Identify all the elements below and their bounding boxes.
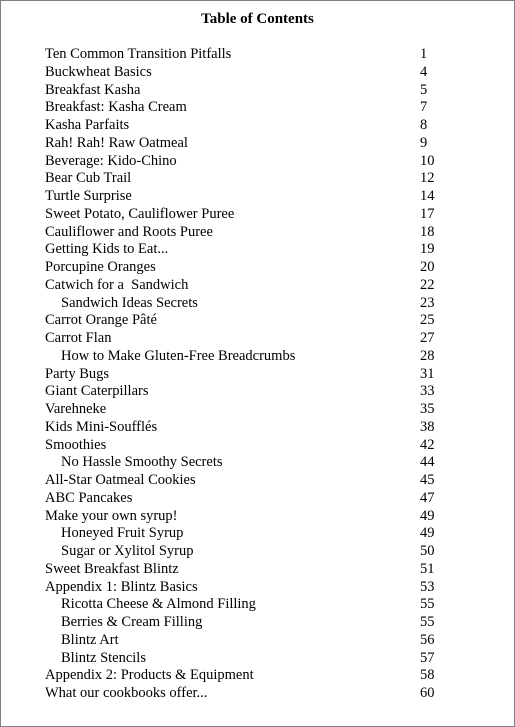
toc-entry <box>45 224 445 242</box>
toc-entry <box>45 64 445 82</box>
toc-entry <box>45 348 445 366</box>
toc-entry-title: Beverage: Kido-Chino <box>45 152 177 169</box>
toc-entry-title: ABC Pancakes <box>45 489 133 506</box>
toc-entry <box>45 241 445 259</box>
toc-entry-title: Porcupine Oranges <box>45 259 156 275</box>
toc-entry-page-number: 7 <box>420 99 428 116</box>
toc-entry-page-number: 45 <box>420 472 435 488</box>
toc-entry-title: Cauliflower and Roots Puree <box>45 223 213 240</box>
toc-entry-page-number: 47 <box>420 489 435 506</box>
toc-entry-page-number: 31 <box>420 365 435 382</box>
toc-entry <box>45 117 445 135</box>
toc-entry-title: Carrot Flan <box>45 330 112 346</box>
toc-entry-page-number: 18 <box>420 223 435 240</box>
toc-entry <box>45 596 445 614</box>
toc-entry-title: Rah! Rah! Raw Oatmeal <box>45 134 188 151</box>
toc-entry-page-number: 53 <box>420 578 435 595</box>
toc-entry-title: Varehneke <box>45 401 107 417</box>
toc-entry <box>45 401 445 419</box>
toc-entry-page-number: 55 <box>420 596 435 613</box>
toc-entry-title: No Hassle Smoothy Secrets <box>61 454 223 471</box>
toc-entry-title: How to Make Gluten-Free Breadcrumbs <box>61 347 296 364</box>
toc-entry-title: Breakfast: Kasha Cream <box>45 99 187 116</box>
toc-entry-page-number: 44 <box>420 454 435 471</box>
toc-entry <box>45 312 445 330</box>
toc-entry-title: What our cookbooks offer... <box>45 685 208 701</box>
toc-entry-page-number: 60 <box>420 685 435 701</box>
page-title: Table of Contents <box>201 11 314 27</box>
toc-entry <box>45 543 445 561</box>
toc-entry-title: All-Star Oatmeal Cookies <box>45 472 196 488</box>
toc-entry-title: Buckwheat Basics <box>45 63 152 80</box>
toc-entry <box>45 188 445 206</box>
toc-entry-page-number: 10 <box>420 152 435 169</box>
toc-entry-title: Giant Caterpillars <box>45 383 149 400</box>
toc-entry-page-number: 1 <box>420 46 428 62</box>
toc-entry <box>45 366 445 384</box>
toc-entry-title: Honeyed Fruit Syrup <box>61 525 184 542</box>
toc-entry-page-number: 25 <box>420 312 435 329</box>
toc-entry <box>45 82 445 100</box>
toc-entry-title: Sandwich Ideas Secrets <box>61 294 198 311</box>
toc-entry <box>45 277 445 295</box>
toc-entry-page-number: 28 <box>420 347 435 364</box>
toc-entry <box>45 525 445 543</box>
toc-entry-title: Catwich for a Sandwich <box>45 276 189 293</box>
toc-entry-title: Make your own syrup! <box>45 507 178 524</box>
toc-entry-title: Berries & Cream Filling <box>61 614 203 630</box>
toc-entry <box>45 46 445 64</box>
toc-entry <box>45 206 445 224</box>
toc-entry-page-number: 17 <box>420 205 435 222</box>
toc-entry <box>45 170 445 188</box>
toc-entry-page-number: 58 <box>420 667 435 684</box>
toc-entry-page-number: 56 <box>420 631 435 648</box>
toc-entry <box>45 383 445 401</box>
toc-entry <box>45 667 445 685</box>
toc-entry-title: Sugar or Xylitol Syrup <box>61 543 194 559</box>
toc-entry <box>45 490 445 508</box>
toc-entry-page-number: 51 <box>420 560 435 577</box>
toc-entry-page-number: 49 <box>420 525 435 542</box>
toc-entry-page-number: 5 <box>420 81 428 98</box>
toc-entry-page-number: 9 <box>420 134 428 151</box>
toc-entry-page-number: 42 <box>420 436 435 453</box>
toc-entry-page-number: 14 <box>420 188 435 204</box>
toc-entry <box>45 454 445 472</box>
toc-entry <box>45 295 445 313</box>
toc-entry-title: Sweet Breakfast Blintz <box>45 560 179 577</box>
toc-entry-title: Smoothies <box>45 436 107 453</box>
toc-entry-title: Kasha Parfaits <box>45 117 130 133</box>
toc-entry <box>45 99 445 117</box>
toc-entry-page-number: 22 <box>420 276 435 293</box>
toc-entry-page-number: 55 <box>420 614 435 630</box>
toc-entry-page-number: 12 <box>420 170 435 187</box>
toc-entry-page-number: 57 <box>420 649 435 666</box>
toc-entry-title: Carrot Orange Pâté <box>45 312 157 329</box>
toc-entry <box>45 259 445 277</box>
toc-entry-page-number: 49 <box>420 507 435 524</box>
toc-entry-title: Appendix 1: Blintz Basics <box>45 578 198 595</box>
toc-entry-title: Blintz Stencils <box>61 649 146 666</box>
toc-entry <box>45 437 445 455</box>
toc-entry <box>45 330 445 348</box>
toc-entry <box>45 135 445 153</box>
toc-entry <box>45 579 445 597</box>
toc-entry-title: Sweet Potato, Cauliflower Puree <box>45 205 235 222</box>
toc-entry <box>45 632 445 650</box>
toc-entry <box>45 153 445 171</box>
toc-entry <box>45 650 445 668</box>
toc-entry <box>45 561 445 579</box>
toc-entry-page-number: 38 <box>420 418 435 435</box>
toc-entry-title: Bear Cub Trail <box>45 170 132 187</box>
toc-entry-page-number: 20 <box>420 259 435 275</box>
toc-entry-title: Appendix 2: Products & Equipment <box>45 667 254 684</box>
toc-entry-page-number: 23 <box>420 294 435 311</box>
toc-entry <box>45 472 445 490</box>
toc-list <box>45 46 445 703</box>
toc-entry-page-number: 35 <box>420 401 435 417</box>
toc-entry-page-number: 8 <box>420 117 428 133</box>
toc-entry-page-number: 19 <box>420 241 435 258</box>
toc-entry-page-number: 4 <box>420 63 428 80</box>
toc-entry-page-number: 50 <box>420 543 435 559</box>
toc-entry-title: Party Bugs <box>45 365 110 382</box>
toc-entry <box>45 685 445 703</box>
toc-entry-title: Ten Common Transition Pitfalls <box>45 46 232 62</box>
toc-entry-title: Turtle Surprise <box>45 188 132 204</box>
toc-entry-title: Getting Kids to Eat... <box>45 241 169 258</box>
toc-entry-title: Breakfast Kasha <box>45 81 141 98</box>
toc-entry <box>45 614 445 632</box>
toc-entry <box>45 508 445 526</box>
toc-entry <box>45 419 445 437</box>
toc-entry-title: Ricotta Cheese & Almond Filling <box>61 596 256 613</box>
toc-entry-title: Blintz Art <box>61 631 119 648</box>
toc-entry-page-number: 27 <box>420 330 435 346</box>
toc-entry-title: Kids Mini-Soufflés <box>45 418 158 435</box>
toc-entry-page-number: 33 <box>420 383 435 400</box>
